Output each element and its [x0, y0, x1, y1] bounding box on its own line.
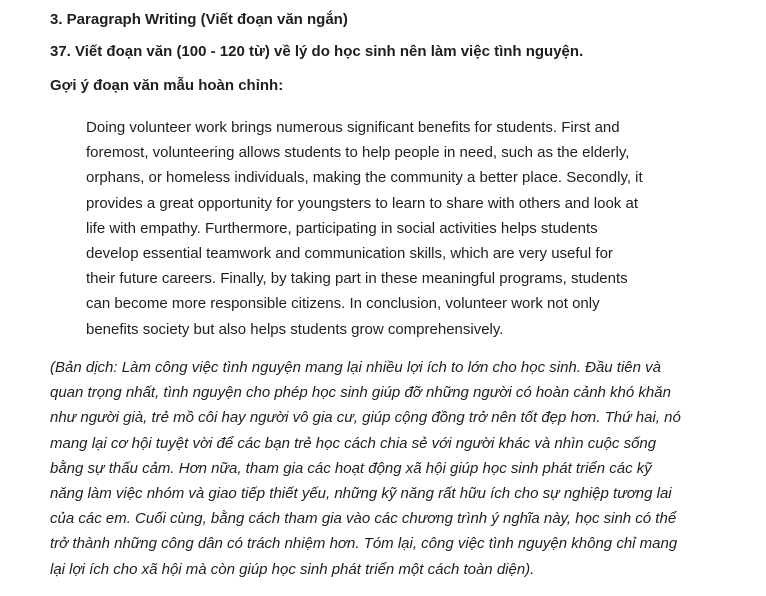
sample-line: life with empathy. Furthermore, participating in social activities helps students — [86, 219, 598, 237]
sample-heading: Gợi ý đoạn văn mẫu hoàn chỉnh: — [50, 77, 284, 94]
translation-line: (Bản dịch: Làm công việc tình nguyện mang lại nhiều lợi ích to lớn cho học sinh. Đầu tiên và — [50, 359, 661, 376]
sample-line: provides a great opportunity for youngsters to learn to share with others and look at — [86, 194, 638, 212]
sample-line: can become more responsible citizens. In conclusion, volunteer work not only — [86, 295, 600, 313]
sample-line: develop essential teamwork and communication skills, which are very useful for — [86, 245, 613, 263]
section-heading: 3. Paragraph Writing (Viết đoạn văn ngắn) — [50, 11, 348, 28]
translation-line: bằng sự thấu cảm. Hơn nữa, tham gia các hoạt động xã hội giúp học sinh phát triển các kỹ — [50, 459, 652, 477]
translation-line: lại lợi ích cho xã hội mà còn giúp học sinh phát triển một cách toàn diện). — [50, 560, 535, 578]
translation-paragraph — [50, 355, 750, 582]
sample-paragraph — [86, 115, 646, 342]
translation-line: của các em. Cuối cùng, bằng cách tham gia vào các chương trình ý nghĩa này, học sinh có thể — [50, 510, 677, 528]
translation-line: quan trọng nhất, tình nguyện cho phép học sinh giúp đỡ những người có hoàn cảnh khó khăn — [50, 384, 671, 402]
sample-line: Doing volunteer work brings numerous significant benefits for students. First and — [86, 119, 620, 136]
translation-line: như người già, trẻ mồ côi hay người vô gia cư, giúp cộng đồng trở nên tốt đẹp hơn. Thứ hai, nó — [50, 409, 681, 427]
sample-line: orphans, or homeless individuals, making the community a better place. Secondly, it — [86, 169, 643, 187]
sample-line: their future careers. Finally, by taking part in these meaningful programs, students — [86, 270, 628, 288]
sample-line: foremost, volunteering allows students to help people in need, such as the elderly, — [86, 144, 630, 162]
translation-line: mang lại cơ hội tuyệt vời để các bạn trẻ học cách chia sẻ với người khác và nhìn cuộc sống — [50, 434, 657, 452]
translation-line: năng làm việc nhóm và giao tiếp thiết yếu, những kỹ năng rất hữu ích cho sự nghiệp tương lai — [50, 485, 672, 503]
sample-line: benefits society but also helps students grow comprehensively. — [86, 320, 504, 338]
task-heading: 37. Viết đoạn văn (100 - 120 từ) về lý do học sinh nên làm việc tình nguyện. — [50, 43, 584, 60]
translation-line: trở thành những công dân có trách nhiệm hơn. Tóm lại, công việc tình nguyện không chỉ mang — [50, 535, 678, 553]
